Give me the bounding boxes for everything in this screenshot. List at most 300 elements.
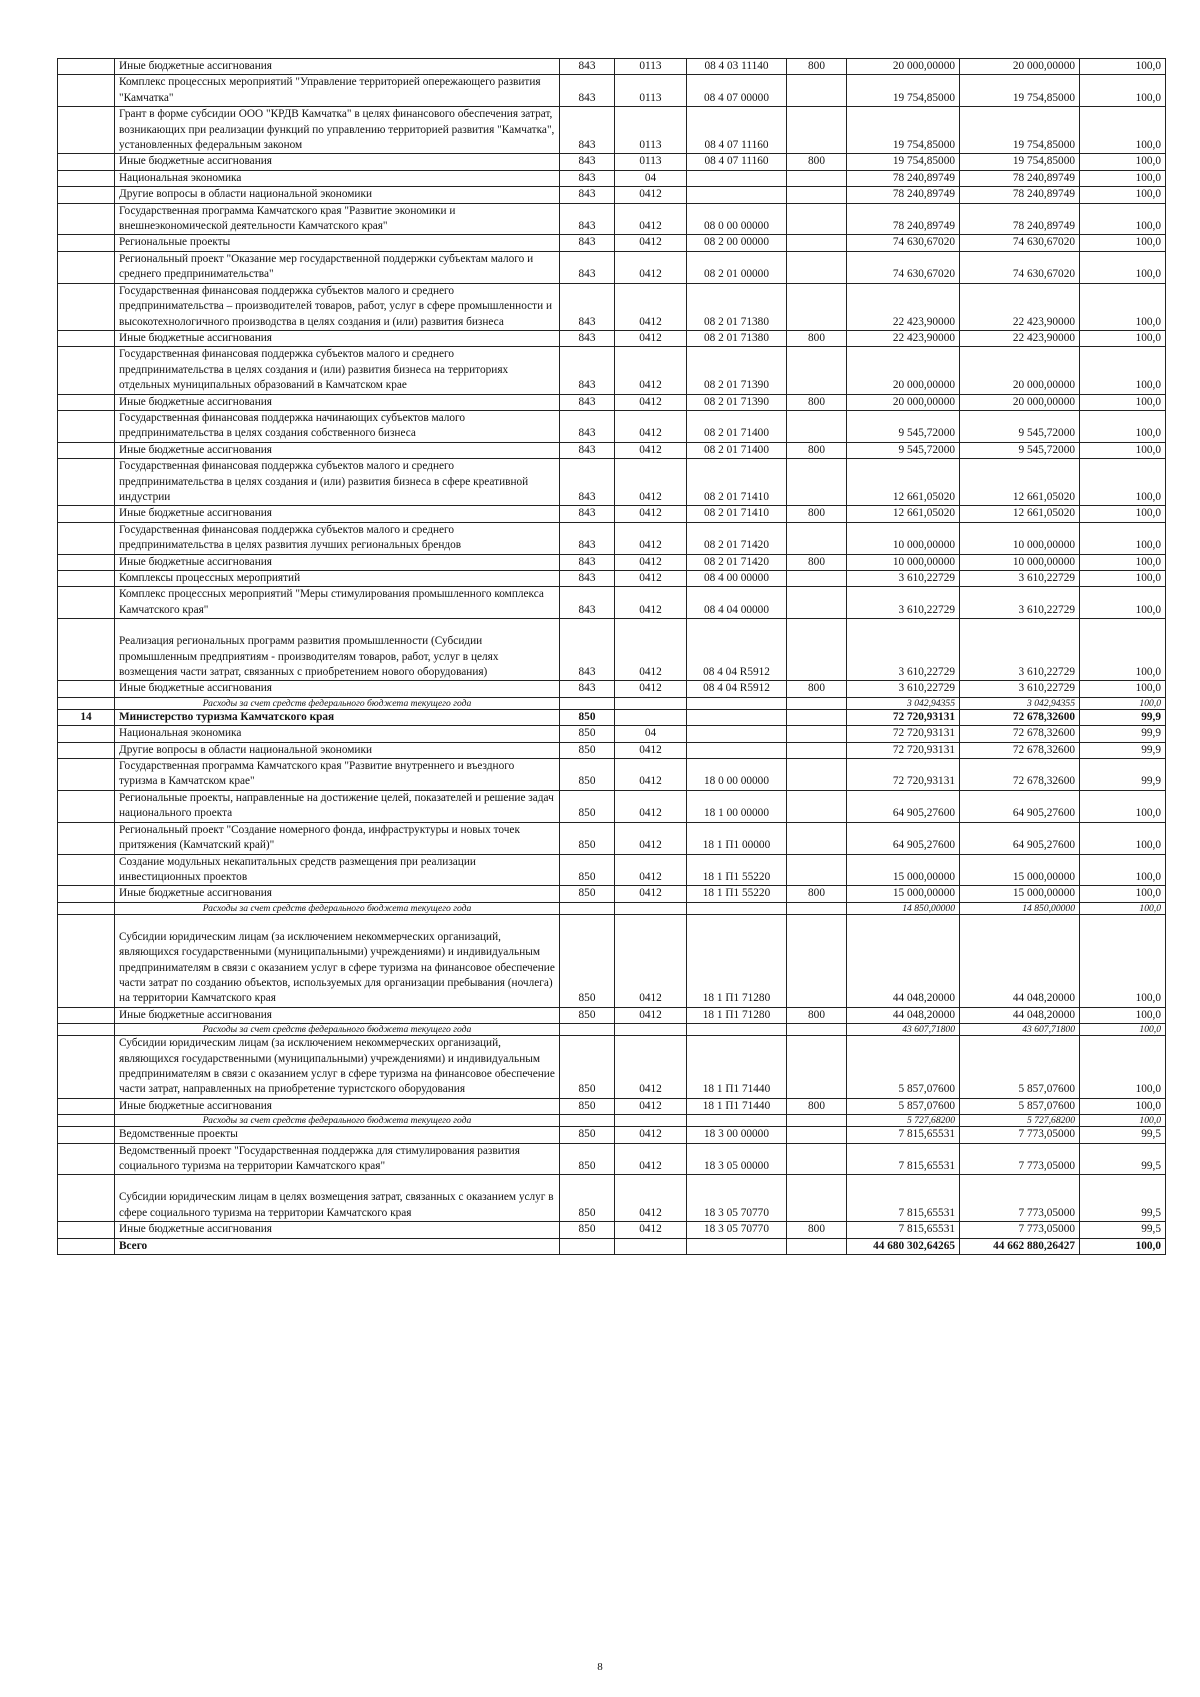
execution-percent: 100,0 [1080, 394, 1166, 410]
planned-amount: 7 815,65531 [847, 1175, 960, 1222]
table-row [58, 442, 1166, 458]
section-code: 04 [615, 170, 687, 186]
row-number [58, 1098, 115, 1114]
department-code: 843 [560, 75, 615, 107]
table-row [58, 170, 1166, 186]
execution-percent: 100,0 [1080, 330, 1166, 346]
department-code: 843 [560, 251, 615, 283]
section-code [615, 1115, 687, 1127]
department-code: 843 [560, 410, 615, 442]
execution-percent: 100,0 [1080, 681, 1166, 697]
page-number: 8 [597, 1661, 603, 1673]
executed-amount: 5 857,07600 [960, 1036, 1080, 1099]
execution-percent: 99,5 [1080, 1127, 1166, 1143]
row-name: Региональный проект "Оказание мер государственной поддержки субъектам малого и среднего предпринимательства" [115, 251, 560, 283]
planned-amount: 14 850,00000 [847, 902, 960, 914]
section-code [615, 1024, 687, 1036]
expense-type-code [787, 1238, 847, 1254]
executed-amount: 64 905,27600 [960, 790, 1080, 822]
target-article-code: 08 2 01 71410 [687, 459, 787, 506]
department-code: 850 [560, 742, 615, 758]
table-row [58, 410, 1166, 442]
department-code [560, 902, 615, 914]
department-code: 850 [560, 914, 615, 1007]
department-code: 843 [560, 347, 615, 394]
execution-percent: 100,0 [1080, 107, 1166, 154]
row-number [58, 235, 115, 251]
execution-percent: 100,0 [1080, 283, 1166, 330]
table-row [58, 742, 1166, 758]
planned-amount: 19 754,85000 [847, 107, 960, 154]
row-name: Иные бюджетные ассигнования [115, 681, 560, 697]
table-row [58, 554, 1166, 570]
executed-amount: 22 423,90000 [960, 283, 1080, 330]
execution-percent: 100,0 [1080, 347, 1166, 394]
execution-percent: 100,0 [1080, 459, 1166, 506]
target-article-code: 18 3 05 00000 [687, 1143, 787, 1175]
row-name: Государственная финансовая поддержка субъектов малого и среднего предпринимательства – производителей товаров, работ, услуг в сфере промышленности и высокотехнологичного производства в целях создания и (или) развития бизнеса [115, 283, 560, 330]
expense-type-code [787, 914, 847, 1007]
executed-amount: 22 423,90000 [960, 330, 1080, 346]
row-name: Государственная финансовая поддержка субъектов малого и среднего предпринимательства в целях развития лучших региональных брендов [115, 522, 560, 554]
table-row [58, 283, 1166, 330]
executed-amount: 19 754,85000 [960, 75, 1080, 107]
row-number [58, 1007, 115, 1023]
executed-amount: 74 630,67020 [960, 251, 1080, 283]
department-code: 850 [560, 854, 615, 886]
executed-amount: 5 727,68200 [960, 1115, 1080, 1127]
expense-type-code [787, 619, 847, 681]
executed-amount: 10 000,00000 [960, 554, 1080, 570]
table-row [58, 681, 1166, 697]
department-code: 850 [560, 759, 615, 791]
expense-type-code [787, 709, 847, 725]
planned-amount: 15 000,00000 [847, 854, 960, 886]
row-number [58, 1175, 115, 1222]
row-number [58, 187, 115, 203]
row-name: Иные бюджетные ассигнования [115, 554, 560, 570]
execution-percent: 100,0 [1080, 619, 1166, 681]
row-name: Иные бюджетные ассигнования [115, 59, 560, 75]
department-code: 843 [560, 330, 615, 346]
department-code: 850 [560, 790, 615, 822]
target-article-code: 18 1 П1 71440 [687, 1036, 787, 1099]
target-article-code: 08 4 04 00000 [687, 587, 787, 619]
row-number [58, 1143, 115, 1175]
department-code: 843 [560, 203, 615, 235]
row-name: Грант в форме субсидии ООО "КРДВ Камчатка" в целях финансового обеспечения затрат, возникающих при реализации функций по управлению территорией развития "Камчатка", установленных федеральным законом [115, 107, 560, 154]
row-name: Реализация региональных программ развития промышленности (Субсидии промышленным предприятиям - производителям товаров, работ, услуг в целях возмещения части затрат, связанных с приобретением нового оборудования) [115, 619, 560, 681]
execution-percent: 100,0 [1080, 75, 1166, 107]
expense-type-code: 800 [787, 330, 847, 346]
department-code [560, 1238, 615, 1254]
row-number [58, 742, 115, 758]
planned-amount: 44 048,20000 [847, 1007, 960, 1023]
execution-percent: 99,9 [1080, 726, 1166, 742]
planned-amount: 7 815,65531 [847, 1222, 960, 1238]
table-row [58, 154, 1166, 170]
executed-amount: 10 000,00000 [960, 522, 1080, 554]
target-article-code: 08 4 07 11160 [687, 154, 787, 170]
execution-percent: 100,0 [1080, 1238, 1166, 1254]
expense-type-code: 800 [787, 154, 847, 170]
executed-amount: 20 000,00000 [960, 394, 1080, 410]
row-number [58, 886, 115, 902]
table-row [58, 394, 1166, 410]
department-code: 843 [560, 681, 615, 697]
expense-type-code [787, 1143, 847, 1175]
section-code: 0412 [615, 522, 687, 554]
executed-amount: 72 678,32600 [960, 709, 1080, 725]
department-code: 843 [560, 283, 615, 330]
department-code [560, 1115, 615, 1127]
table-row [58, 587, 1166, 619]
expense-type-code: 800 [787, 1222, 847, 1238]
target-article-code [687, 709, 787, 725]
execution-percent: 100,0 [1080, 522, 1166, 554]
executed-amount: 12 661,05020 [960, 506, 1080, 522]
planned-amount: 72 720,93131 [847, 742, 960, 758]
department-code: 850 [560, 1098, 615, 1114]
planned-amount: 44 048,20000 [847, 914, 960, 1007]
row-name: Другие вопросы в области национальной экономики [115, 742, 560, 758]
row-name: Государственная финансовая поддержка субъектов малого и среднего предпринимательства в целях создания и (или) развития бизнеса на территориях отдельных муниципальных образований в Камчатском крае [115, 347, 560, 394]
target-article-code [687, 1024, 787, 1036]
row-name: Расходы за счет средств федерального бюджета текущего года [115, 1115, 560, 1127]
department-code: 843 [560, 587, 615, 619]
planned-amount: 72 720,93131 [847, 709, 960, 725]
section-code: 0113 [615, 75, 687, 107]
row-number [58, 522, 115, 554]
table-row [58, 1222, 1166, 1238]
section-code: 0412 [615, 681, 687, 697]
execution-percent: 100,0 [1080, 587, 1166, 619]
expense-type-code: 800 [787, 59, 847, 75]
expense-type-code [787, 251, 847, 283]
execution-percent: 99,5 [1080, 1175, 1166, 1222]
row-number [58, 726, 115, 742]
execution-percent: 100,0 [1080, 442, 1166, 458]
expense-type-code [787, 1024, 847, 1036]
row-name: Субсидии юридическим лицам (за исключением некоммерческих организаций, являющихся государственными (муниципальными) учреждениями) и индивидуальным предпринимателям в связи с оказанием услуг в сфере туризма на финансовое обеспечение части затрат, направленных на приобретение туристского оборудования [115, 1036, 560, 1099]
row-name: Комплексы процессных мероприятий [115, 571, 560, 587]
row-number [58, 619, 115, 681]
section-code: 0412 [615, 571, 687, 587]
target-article-code: 08 2 01 71420 [687, 554, 787, 570]
expense-type-code: 800 [787, 681, 847, 697]
section-code: 0412 [615, 394, 687, 410]
section-code: 0412 [615, 1143, 687, 1175]
planned-amount: 74 630,67020 [847, 235, 960, 251]
row-name: Государственная программа Камчатского края "Развитие внутреннего и въездного туризма в Камчатском крае" [115, 759, 560, 791]
expense-type-code [787, 726, 847, 742]
department-code: 843 [560, 571, 615, 587]
planned-amount: 10 000,00000 [847, 522, 960, 554]
department-code: 850 [560, 1143, 615, 1175]
executed-amount: 7 773,05000 [960, 1143, 1080, 1175]
target-article-code [687, 1238, 787, 1254]
department-code: 843 [560, 554, 615, 570]
row-name: Государственная финансовая поддержка начинающих субъектов малого предпринимательства в целях создания собственного бизнеса [115, 410, 560, 442]
row-name: Иные бюджетные ассигнования [115, 442, 560, 458]
expense-type-code: 800 [787, 506, 847, 522]
expense-type-code [787, 587, 847, 619]
row-name: Иные бюджетные ассигнования [115, 1098, 560, 1114]
section-code: 0113 [615, 59, 687, 75]
table-row [58, 790, 1166, 822]
planned-amount: 72 720,93131 [847, 726, 960, 742]
expense-type-code [787, 75, 847, 107]
section-code: 0412 [615, 283, 687, 330]
target-article-code: 08 2 01 71380 [687, 330, 787, 346]
department-code: 843 [560, 154, 615, 170]
section-code: 0412 [615, 1222, 687, 1238]
row-number [58, 203, 115, 235]
planned-amount: 44 680 302,64265 [847, 1238, 960, 1254]
table-row [58, 1036, 1166, 1099]
execution-percent: 100,0 [1080, 902, 1166, 914]
table-row [58, 330, 1166, 346]
target-article-code: 18 3 00 00000 [687, 1127, 787, 1143]
target-article-code: 08 2 01 71390 [687, 394, 787, 410]
planned-amount: 15 000,00000 [847, 886, 960, 902]
executed-amount: 20 000,00000 [960, 347, 1080, 394]
target-article-code: 08 4 04 R5912 [687, 619, 787, 681]
expense-type-code: 800 [787, 886, 847, 902]
section-code: 0412 [615, 587, 687, 619]
table-row [58, 522, 1166, 554]
row-name: Создание модульных некапитальных средств размещения при реализации инвестиционных проектов [115, 854, 560, 886]
target-article-code [687, 902, 787, 914]
department-code [560, 697, 615, 709]
executed-amount: 3 042,94355 [960, 697, 1080, 709]
section-code: 0113 [615, 107, 687, 154]
expense-type-code [787, 822, 847, 854]
department-code: 850 [560, 1222, 615, 1238]
executed-amount: 7 773,05000 [960, 1175, 1080, 1222]
planned-amount: 74 630,67020 [847, 251, 960, 283]
department-code: 850 [560, 1127, 615, 1143]
expense-type-code [787, 107, 847, 154]
target-article-code: 18 1 П1 71280 [687, 1007, 787, 1023]
section-code: 0412 [615, 347, 687, 394]
executed-amount: 64 905,27600 [960, 822, 1080, 854]
expense-type-code [787, 203, 847, 235]
row-number [58, 154, 115, 170]
expense-type-code [787, 742, 847, 758]
execution-percent: 100,0 [1080, 235, 1166, 251]
execution-percent: 100,0 [1080, 1098, 1166, 1114]
planned-amount: 19 754,85000 [847, 75, 960, 107]
planned-amount: 64 905,27600 [847, 822, 960, 854]
row-name: Расходы за счет средств федерального бюджета текущего года [115, 902, 560, 914]
row-name: Субсидии юридическим лицам в целях возмещения затрат, связанных с оказанием услуг в сфере социального туризма на территории Камчатского края [115, 1175, 560, 1222]
total-row [58, 1238, 1166, 1254]
row-name: Иные бюджетные ассигнования [115, 506, 560, 522]
executed-amount: 3 610,22729 [960, 571, 1080, 587]
executed-amount: 72 678,32600 [960, 726, 1080, 742]
section-code: 0412 [615, 442, 687, 458]
federal-funds-row [58, 902, 1166, 914]
department-code: 850 [560, 1007, 615, 1023]
row-name: Другие вопросы в области национальной экономики [115, 187, 560, 203]
total-row [58, 709, 1166, 725]
table-row [58, 571, 1166, 587]
department-code: 843 [560, 187, 615, 203]
expense-type-code [787, 1175, 847, 1222]
execution-percent: 99,9 [1080, 742, 1166, 758]
execution-percent: 99,9 [1080, 759, 1166, 791]
expense-type-code [787, 759, 847, 791]
expense-type-code [787, 410, 847, 442]
execution-percent: 100,0 [1080, 506, 1166, 522]
target-article-code: 18 1 П1 55220 [687, 854, 787, 886]
row-number [58, 571, 115, 587]
executed-amount: 44 048,20000 [960, 1007, 1080, 1023]
expense-type-code [787, 1036, 847, 1099]
department-code: 850 [560, 1175, 615, 1222]
row-name: Национальная экономика [115, 726, 560, 742]
target-article-code [687, 726, 787, 742]
department-code: 850 [560, 822, 615, 854]
executed-amount: 14 850,00000 [960, 902, 1080, 914]
section-code: 0412 [615, 854, 687, 886]
execution-percent: 99,9 [1080, 709, 1166, 725]
row-name: Региональные проекты [115, 235, 560, 251]
expense-type-code: 800 [787, 1007, 847, 1023]
section-code [615, 902, 687, 914]
target-article-code: 18 1 П1 71440 [687, 1098, 787, 1114]
planned-amount: 43 607,71800 [847, 1024, 960, 1036]
executed-amount: 15 000,00000 [960, 886, 1080, 902]
executed-amount: 72 678,32600 [960, 742, 1080, 758]
execution-percent: 100,0 [1080, 1036, 1166, 1099]
executed-amount: 3 610,22729 [960, 681, 1080, 697]
section-code: 0412 [615, 251, 687, 283]
table-row [58, 1127, 1166, 1143]
planned-amount: 3 610,22729 [847, 619, 960, 681]
expense-type-code [787, 854, 847, 886]
department-code: 843 [560, 442, 615, 458]
planned-amount: 7 815,65531 [847, 1127, 960, 1143]
executed-amount: 44 048,20000 [960, 914, 1080, 1007]
executed-amount: 72 678,32600 [960, 759, 1080, 791]
execution-percent: 100,0 [1080, 1115, 1166, 1127]
row-number [58, 506, 115, 522]
section-code: 0412 [615, 886, 687, 902]
row-name: Субсидии юридическим лицам (за исключением некоммерческих организаций, являющихся государственными (муниципальными) учреждениями) и индивидуальным предпринимателям в связи с оказанием услуг в сфере туризма на финансовое обеспечение части затрат по созданию объектов, используемых для организации пребывания (ночлега) на территории Камчатского края [115, 914, 560, 1007]
planned-amount: 3 610,22729 [847, 681, 960, 697]
row-number [58, 681, 115, 697]
planned-amount: 64 905,27600 [847, 790, 960, 822]
table-row [58, 347, 1166, 394]
row-number [58, 697, 115, 709]
table-row [58, 59, 1166, 75]
department-code: 843 [560, 107, 615, 154]
target-article-code: 08 4 00 00000 [687, 571, 787, 587]
row-name: Иные бюджетные ассигнования [115, 1007, 560, 1023]
executed-amount: 7 773,05000 [960, 1222, 1080, 1238]
planned-amount: 78 240,89749 [847, 170, 960, 186]
target-article-code: 08 4 04 R5912 [687, 681, 787, 697]
planned-amount: 22 423,90000 [847, 283, 960, 330]
target-article-code: 18 1 П1 00000 [687, 822, 787, 854]
target-article-code: 08 2 01 00000 [687, 251, 787, 283]
target-article-code: 08 2 01 71410 [687, 506, 787, 522]
planned-amount: 7 815,65531 [847, 1143, 960, 1175]
table-row [58, 854, 1166, 886]
section-code: 0412 [615, 822, 687, 854]
section-code [615, 697, 687, 709]
executed-amount: 78 240,89749 [960, 203, 1080, 235]
executed-amount: 9 545,72000 [960, 442, 1080, 458]
table-row [58, 1098, 1166, 1114]
execution-percent: 100,0 [1080, 410, 1166, 442]
section-code: 0412 [615, 554, 687, 570]
federal-funds-row [58, 1024, 1166, 1036]
target-article-code: 08 4 07 00000 [687, 75, 787, 107]
expense-type-code: 800 [787, 1098, 847, 1114]
table-row [58, 726, 1166, 742]
planned-amount: 5 857,07600 [847, 1098, 960, 1114]
executed-amount: 9 545,72000 [960, 410, 1080, 442]
row-number [58, 459, 115, 506]
executed-amount: 12 661,05020 [960, 459, 1080, 506]
row-number: 14 [58, 709, 115, 725]
target-article-code [687, 1115, 787, 1127]
row-name: Расходы за счет средств федерального бюджета текущего года [115, 697, 560, 709]
planned-amount: 12 661,05020 [847, 459, 960, 506]
execution-percent: 100,0 [1080, 251, 1166, 283]
department-code: 843 [560, 59, 615, 75]
row-number [58, 554, 115, 570]
row-name: Ведомственные проекты [115, 1127, 560, 1143]
planned-amount: 9 545,72000 [847, 442, 960, 458]
execution-percent: 100,0 [1080, 154, 1166, 170]
section-code: 0412 [615, 330, 687, 346]
department-code: 850 [560, 709, 615, 725]
target-article-code [687, 697, 787, 709]
department-code: 843 [560, 235, 615, 251]
executed-amount: 78 240,89749 [960, 187, 1080, 203]
department-code: 843 [560, 459, 615, 506]
table-row [58, 914, 1166, 1007]
planned-amount: 20 000,00000 [847, 394, 960, 410]
row-number [58, 854, 115, 886]
target-article-code: 18 1 П1 71280 [687, 914, 787, 1007]
planned-amount: 72 720,93131 [847, 759, 960, 791]
expense-type-code [787, 283, 847, 330]
row-name: Иные бюджетные ассигнования [115, 330, 560, 346]
row-number [58, 759, 115, 791]
expense-type-code [787, 187, 847, 203]
section-code: 0412 [615, 742, 687, 758]
planned-amount: 3 042,94355 [847, 697, 960, 709]
department-code: 843 [560, 619, 615, 681]
table-row [58, 75, 1166, 107]
executed-amount: 74 630,67020 [960, 235, 1080, 251]
row-name: Иные бюджетные ассигнования [115, 154, 560, 170]
row-number [58, 790, 115, 822]
execution-percent: 100,0 [1080, 697, 1166, 709]
execution-percent: 100,0 [1080, 571, 1166, 587]
section-code: 04 [615, 726, 687, 742]
executed-amount: 5 857,07600 [960, 1098, 1080, 1114]
target-article-code: 18 0 00 00000 [687, 759, 787, 791]
row-number [58, 330, 115, 346]
section-code: 0412 [615, 790, 687, 822]
row-name: Государственная программа Камчатского края "Развитие экономики и внешнеэкономической деятельности Камчатского края" [115, 203, 560, 235]
